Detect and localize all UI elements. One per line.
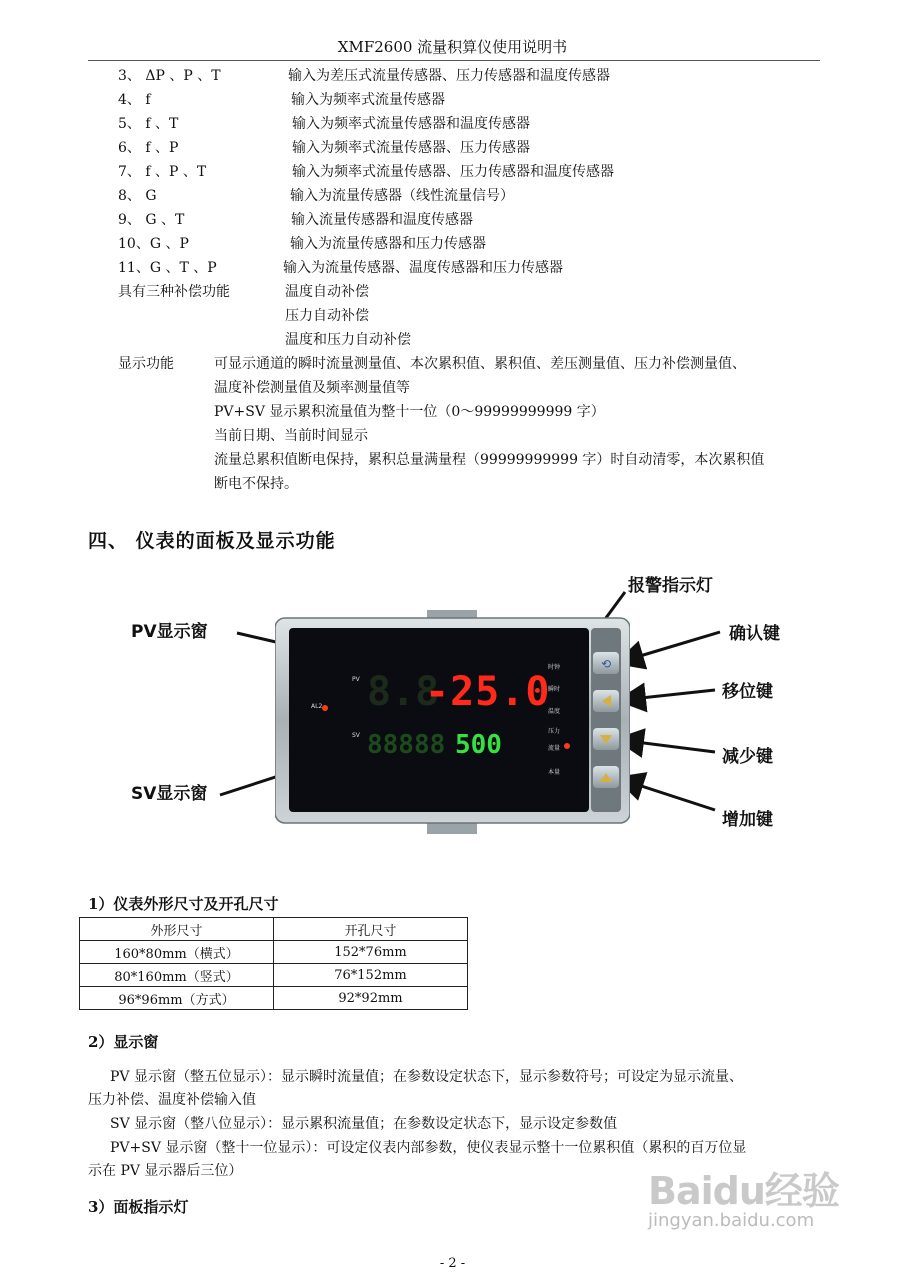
meter-device	[275, 610, 630, 835]
input-desc: 输入流量传感器和温度传感器	[291, 212, 473, 228]
input-desc: 输入为流量传感器、温度传感器和压力传感器	[283, 260, 563, 276]
confirm-key-icon: ⟲	[600, 657, 612, 671]
callout-pv-window: PV显示窗	[131, 622, 208, 642]
paragraph-line: PV 显示窗（整五位显示）：显示瞬时流量值；在参数设定状态下，显示参数符号；可设定为显示流量、	[110, 1069, 743, 1085]
callout-sv-window: SV显示窗	[131, 784, 208, 804]
arrow-shift	[622, 690, 715, 700]
paragraph-line: SV 显示窗（整八位显示）：显示累积流量值；在参数设定状态下，显示设定参数值	[110, 1116, 618, 1132]
table-cell: 160*80mm（横式）	[80, 941, 274, 964]
table-row	[80, 964, 468, 987]
input-code: 3、 ΔP 、P 、T	[118, 68, 221, 84]
display-function-line: 流量总累积值断电保持，累积总量满量程（99999999999 字）时自动清零，本次累积值	[214, 452, 765, 468]
meter-screen	[289, 628, 589, 812]
table-cell: 80*160mm（竖式）	[80, 964, 274, 987]
pv-value: -25.0	[425, 669, 551, 715]
sv-label: SV	[352, 732, 360, 739]
compensation-label: 具有三种补偿功能	[118, 284, 230, 300]
table-row	[80, 987, 468, 1010]
input-desc: 输入为差压式流量传感器、压力传感器和温度传感器	[288, 68, 610, 84]
indicator-label: 本量	[548, 769, 561, 776]
input-code: 6、 f 、P	[118, 140, 179, 156]
subsection-title: 3）面板指示灯	[88, 1198, 189, 1216]
table-cell: 76*152mm	[274, 964, 468, 987]
arrow-increase	[620, 779, 715, 810]
al-lamp	[322, 705, 328, 711]
input-code: 11、G 、T 、P	[118, 260, 217, 276]
callout-alarm-lamp: 报警指示灯	[628, 576, 713, 596]
display-function-line: 当前日期、当前时间显示	[214, 428, 368, 444]
document-header: XMF2600 流量积算仪使用说明书	[337, 38, 568, 56]
dimension-table	[79, 917, 468, 1010]
input-desc: 输入为流量传感器（线性流量信号）	[290, 188, 514, 204]
callout-decrease-key: 减少键	[722, 747, 773, 767]
input-desc: 输入为流量传感器和压力传感器	[290, 236, 486, 252]
sv-value: 500	[455, 730, 502, 760]
table-cell: 152*76mm	[274, 941, 468, 964]
input-code: 4、 f	[118, 92, 151, 108]
input-desc: 输入为频率式流量传感器	[291, 92, 445, 108]
section-heading: 四、 仪表的面板及显示功能	[88, 530, 336, 552]
table-row	[80, 941, 468, 964]
indicator-label: 时钟	[548, 664, 561, 671]
table-cell: 96*96mm（方式）	[80, 987, 274, 1010]
paragraph-line: PV+SV 显示窗（整十一位显示）：可设定仪表内部参数，使仪表显示整十一位累积值（累积的百万位显	[110, 1140, 747, 1156]
callout-increase-key: 增加键	[722, 810, 773, 830]
arrow-decrease	[620, 740, 715, 752]
display-function-label: 显示功能	[118, 356, 174, 372]
input-code: 10、G 、P	[118, 236, 189, 252]
input-code: 7、 f 、P 、T	[118, 164, 207, 180]
indicator-label: 温度	[548, 708, 561, 715]
subsection-title: 1）仪表外形尺寸及开孔尺寸	[88, 895, 279, 913]
display-function-line: 断电不保持。	[214, 476, 298, 492]
table-cell: 92*92mm	[274, 987, 468, 1010]
compensation-item: 压力自动补偿	[285, 308, 369, 324]
table-header: 外形尺寸	[80, 918, 274, 941]
compensation-item: 温度和压力自动补偿	[285, 332, 411, 348]
watermark-logo: Baidu经验	[648, 1169, 839, 1213]
indicator-label: 压力	[548, 728, 561, 735]
compensation-item: 温度自动补偿	[285, 284, 369, 300]
callout-shift-key: 移位键	[722, 682, 773, 702]
table-header-row	[80, 918, 468, 941]
table-header: 开孔尺寸	[274, 918, 468, 941]
input-desc: 输入为频率式流量传感器、压力传感器	[292, 140, 530, 156]
input-desc: 输入为频率式流量传感器和温度传感器	[292, 116, 530, 132]
input-code: 8、 G	[118, 188, 157, 204]
flow-indicator-lamp	[564, 743, 570, 749]
input-code: 9、 G 、T	[118, 212, 185, 228]
input-code: 5、 f 、T	[118, 116, 179, 132]
paragraph-line: 压力补偿、温度补偿输入值	[88, 1092, 256, 1108]
bottom-clip	[427, 822, 477, 834]
display-function-line: 可显示通道的瞬时流量测量值、本次累积值、累积值、差压测量值、压力补偿测量值、	[214, 356, 746, 372]
paragraph-line: 示在 PV 显示器后三位）	[88, 1163, 243, 1179]
display-function-line: PV+SV 显示累积流量值为整十一位（0～99999999999 字）	[214, 404, 605, 420]
indicator-label: 瞬时	[548, 686, 561, 693]
input-desc: 输入为频率式流量传感器、压力传感器和温度传感器	[292, 164, 614, 180]
pv-ghost-digits: 8.8	[367, 669, 440, 715]
sv-ghost-digits: 88888	[367, 730, 446, 760]
callout-confirm-key: 确认键	[729, 624, 780, 644]
al-label: AL2	[311, 703, 323, 710]
page-number: - 2 -	[439, 1256, 466, 1271]
indicator-label: 流量	[548, 745, 561, 752]
subsection-title: 2）显示窗	[88, 1033, 159, 1051]
pv-label: PV	[352, 676, 360, 683]
arrow-confirm	[620, 632, 720, 662]
watermark-url: jingyan.baidu.com	[648, 1210, 815, 1231]
display-function-line: 温度补偿测量值及频率测量值等	[214, 380, 410, 396]
